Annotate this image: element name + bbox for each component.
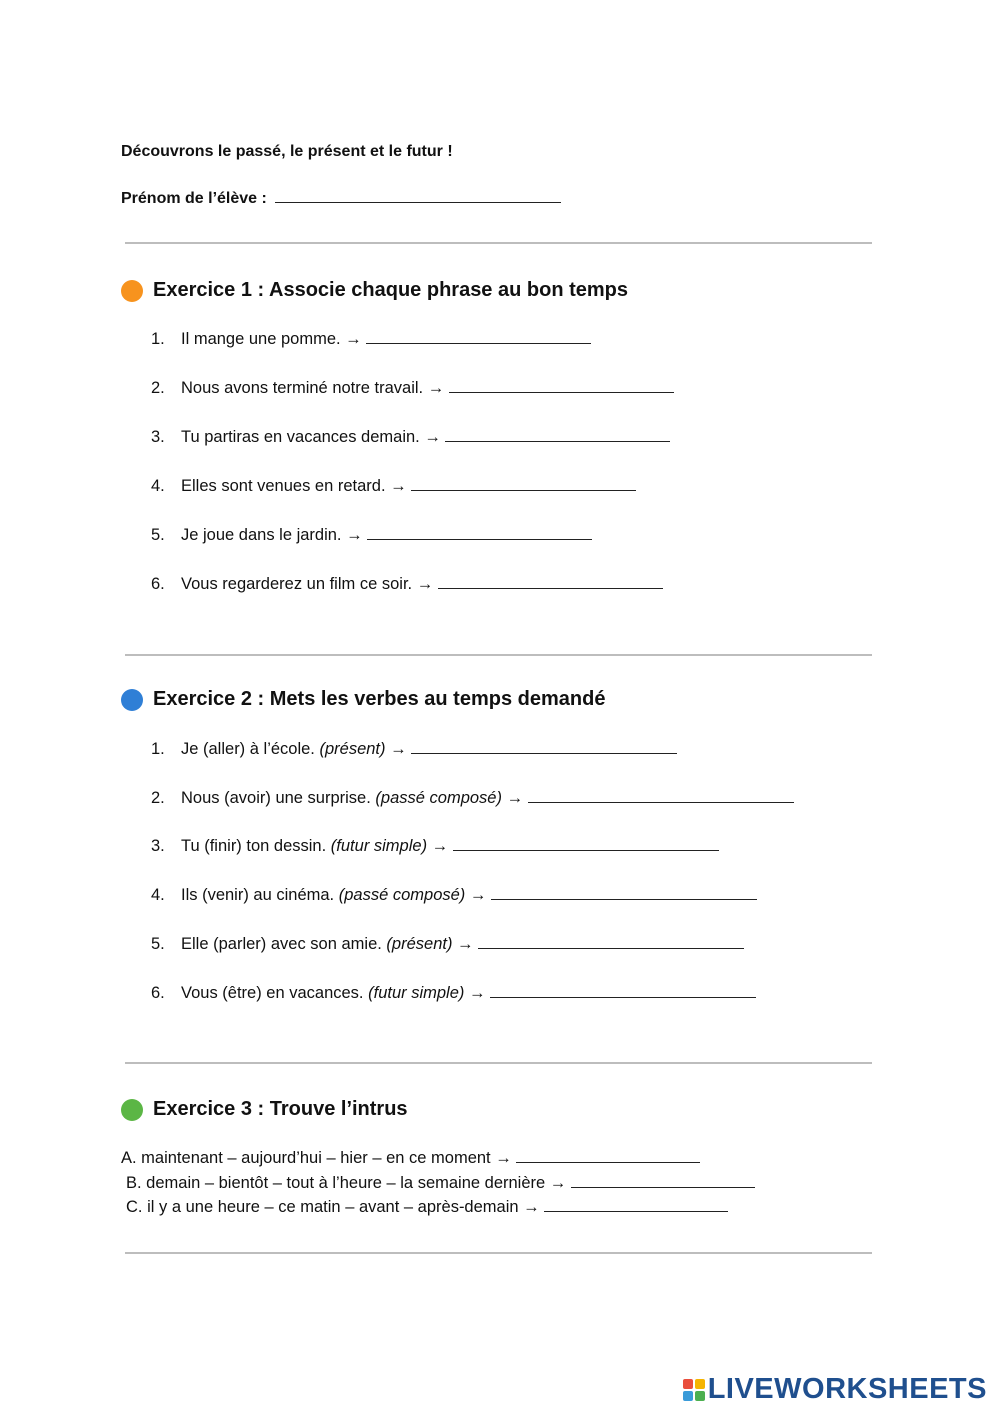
item-text: Vous regarderez un film ce soir. → xyxy=(181,575,434,593)
answer-blank[interactable] xyxy=(453,835,719,851)
exercise2-item xyxy=(151,835,719,856)
item-text: Tu partiras en vacances demain. → xyxy=(181,428,441,446)
arrow-icon: → xyxy=(469,886,487,904)
item-number: 5. xyxy=(151,935,165,953)
item-number: 4. xyxy=(151,477,165,495)
item-text: Nous avons terminé notre travail. → xyxy=(181,379,445,397)
exercise1-item xyxy=(151,426,670,447)
exercise2-item xyxy=(151,982,756,1003)
answer-blank[interactable] xyxy=(490,982,756,998)
item-text: C. il y a une heure – ce matin – avant – après-demain → xyxy=(126,1198,540,1216)
exercise1-title: Exercice 1 : Associe chaque phrase au bon temps xyxy=(153,279,628,301)
exercise2-item xyxy=(151,738,677,759)
answer-blank[interactable] xyxy=(528,787,794,803)
arrow-icon: → xyxy=(506,789,524,807)
exercise2-item xyxy=(151,787,794,808)
arrow-icon: → xyxy=(390,740,407,758)
arrow-icon: → xyxy=(468,984,486,1002)
tense-hint: (passé composé) xyxy=(375,789,502,807)
item-text: A. maintenant – aujourd’hui – hier – en ce moment → xyxy=(121,1149,512,1167)
exercise1-item xyxy=(151,475,636,496)
answer-blank[interactable] xyxy=(411,475,636,491)
student-name-blank[interactable] xyxy=(275,187,561,203)
answer-blank[interactable] xyxy=(571,1172,755,1188)
item-text: Ils (venir) au cinéma. xyxy=(181,886,335,904)
exercise1-item xyxy=(151,573,663,594)
item-number: 3. xyxy=(151,837,165,855)
tense-hint: (présent) xyxy=(386,935,453,953)
tense-hint: (passé composé) xyxy=(338,886,466,904)
answer-blank[interactable] xyxy=(445,426,670,442)
exercise1-heading xyxy=(121,279,628,302)
answer-blank[interactable] xyxy=(516,1147,700,1163)
arrow-icon: → xyxy=(457,935,474,953)
exercise3-item xyxy=(126,1172,755,1193)
item-text: B. demain – bientôt – tout à l’heure – la semaine dernière → xyxy=(126,1174,567,1192)
item-text: Tu (finir) ton dessin. xyxy=(181,837,327,855)
student-name-label: Prénom de l’élève : xyxy=(121,190,267,207)
exercise3-title: Exercice 3 : Trouve l’intrus xyxy=(153,1098,408,1120)
exercise2-title: Exercice 2 : Mets les verbes au temps demandé xyxy=(153,688,606,710)
tense-hint: (présent) xyxy=(319,740,386,758)
item-text: Je joue dans le jardin. → xyxy=(181,526,363,544)
answer-blank[interactable] xyxy=(367,524,592,540)
green-circle-icon xyxy=(121,1099,143,1121)
blue-circle-icon xyxy=(121,689,143,711)
answer-blank[interactable] xyxy=(478,933,744,949)
exercise2-heading xyxy=(121,688,605,711)
answer-blank[interactable] xyxy=(544,1196,728,1212)
item-text: Elles sont venues en retard. → xyxy=(181,477,407,495)
item-number: 2. xyxy=(151,789,165,807)
exercise3-item xyxy=(126,1196,728,1217)
item-text: Il mange une pomme. → xyxy=(181,330,362,348)
divider xyxy=(125,654,872,656)
page-title: Découvrons le passé, le présent et le futur ! xyxy=(121,143,453,160)
item-number: 1. xyxy=(151,330,165,348)
item-text: Je (aller) à l’école. xyxy=(181,740,315,758)
item-number: 5. xyxy=(151,526,165,544)
answer-blank[interactable] xyxy=(491,884,757,900)
exercise1-item xyxy=(151,377,674,398)
item-number: 3. xyxy=(151,428,165,446)
liveworksheets-logo xyxy=(683,1373,987,1406)
exercise2-item xyxy=(151,884,757,905)
item-text: Vous (être) en vacances. xyxy=(181,984,364,1002)
divider xyxy=(125,242,872,244)
divider xyxy=(125,1252,872,1254)
student-name-row xyxy=(121,187,561,208)
item-number: 4. xyxy=(151,886,165,904)
divider xyxy=(125,1062,872,1064)
orange-circle-icon xyxy=(121,280,143,302)
item-number: 6. xyxy=(151,984,165,1002)
item-text: Elle (parler) avec son amie. xyxy=(181,935,382,953)
answer-blank[interactable] xyxy=(449,377,674,393)
answer-blank[interactable] xyxy=(366,328,591,344)
tense-hint: (futur simple) xyxy=(368,984,465,1002)
item-number: 2. xyxy=(151,379,165,397)
exercise3-item xyxy=(121,1147,700,1168)
item-number: 1. xyxy=(151,740,165,758)
item-text: Nous (avoir) une surprise. xyxy=(181,789,371,807)
arrow-icon: → xyxy=(431,837,449,855)
answer-blank[interactable] xyxy=(411,738,677,754)
logo-grid-icon xyxy=(683,1379,705,1401)
logo-text: LIVEWORKSHEETS xyxy=(707,1373,987,1405)
exercise2-item xyxy=(151,933,744,954)
tense-hint: (futur simple) xyxy=(330,837,428,855)
exercise1-item xyxy=(151,524,592,545)
item-number: 6. xyxy=(151,575,165,593)
exercise1-item xyxy=(151,328,591,349)
exercise3-heading xyxy=(121,1098,408,1121)
answer-blank[interactable] xyxy=(438,573,663,589)
